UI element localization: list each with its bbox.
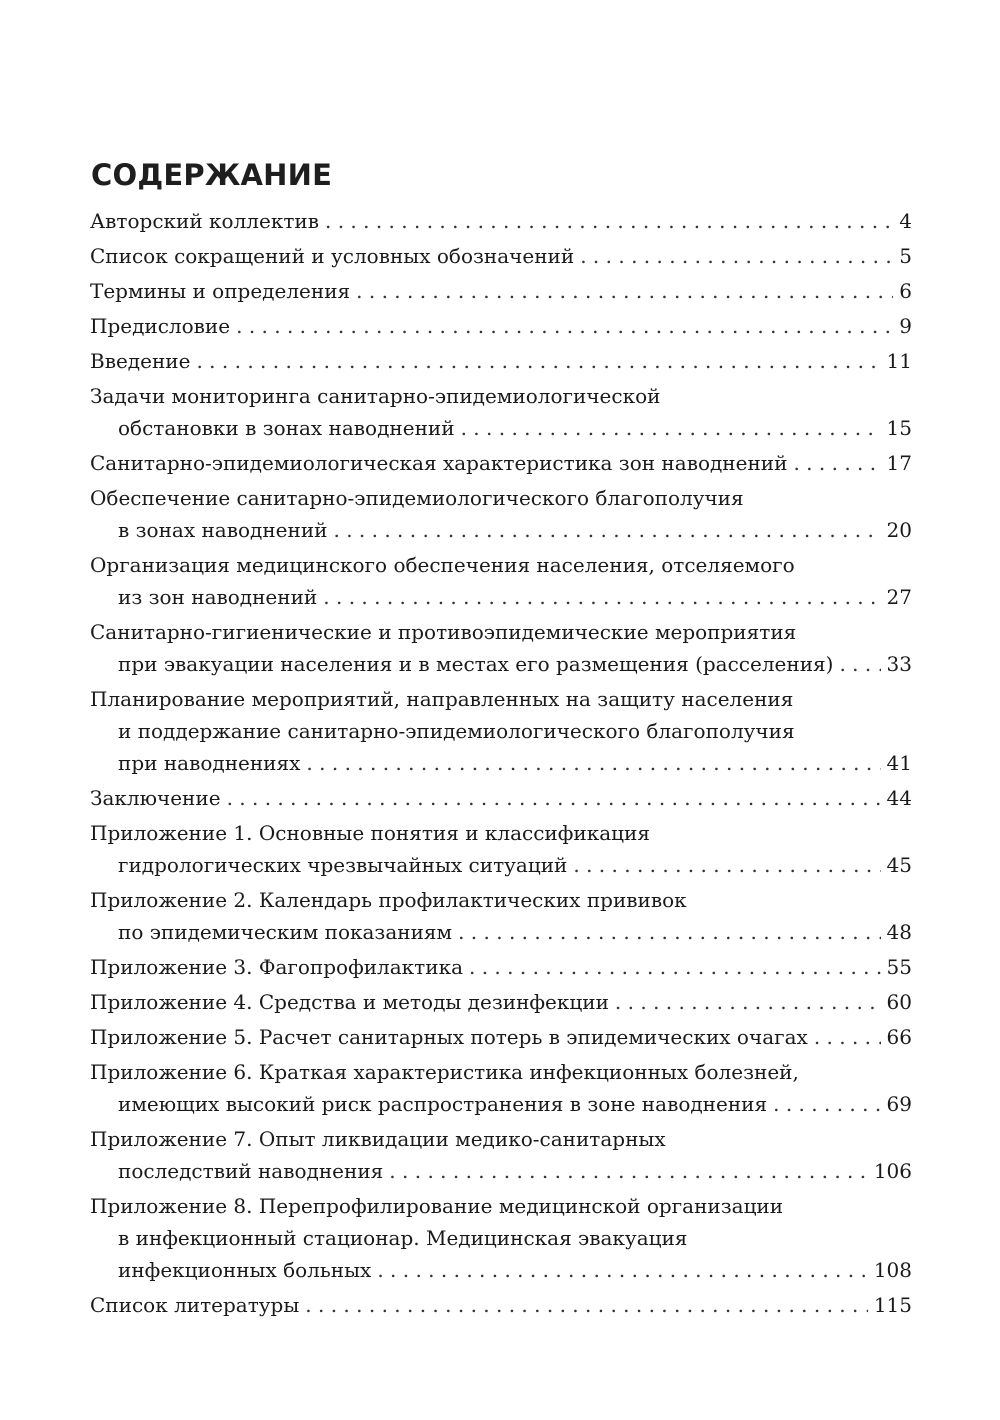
dot-leader (773, 1088, 880, 1120)
toc-entry-line (90, 1056, 912, 1088)
toc-page-number: 108 (873, 1258, 912, 1282)
toc-entry-title: Термины и определения (90, 279, 351, 303)
dot-leader (305, 1289, 868, 1321)
toc-entry-title: гидрологических чрезвычайных ситуаций (118, 853, 568, 877)
dot-leader (227, 782, 881, 814)
dot-leader (333, 514, 880, 546)
toc-entry-title: Список сокращений и условных обозначений (90, 244, 575, 268)
toc-entry-line (90, 1222, 912, 1254)
toc-entry-line (90, 380, 912, 412)
toc-entry-last-line (90, 916, 912, 948)
dot-leader (306, 747, 880, 779)
toc-entry (90, 817, 912, 881)
toc-entry-last-line (90, 951, 912, 983)
toc-page-number: 55 (886, 955, 912, 979)
toc-entry (90, 951, 912, 983)
toc-page-number: 33 (886, 652, 912, 676)
toc-entry-last-line (90, 1254, 912, 1286)
toc-entry-last-line (90, 782, 912, 814)
toc-entry-title: Введение (90, 349, 191, 373)
toc-entry-title: Санитарно-эпидемиологическая характеристика зон наводнений (90, 451, 788, 475)
toc-entry-last-line (90, 275, 912, 307)
toc-entry-line (90, 549, 912, 581)
toc-entry-last-line (90, 514, 912, 546)
toc-entry-last-line (90, 1289, 912, 1321)
toc-page-number: 115 (873, 1293, 912, 1317)
toc-entry (90, 1021, 912, 1053)
toc-entry-last-line (90, 581, 912, 613)
toc-page-number: 41 (886, 751, 912, 775)
toc-entry (90, 447, 912, 479)
toc-page-number: 48 (886, 920, 912, 944)
dot-leader (236, 310, 893, 342)
toc-page-number: 9 (899, 314, 912, 338)
toc-entry (90, 275, 912, 307)
toc-page-number: 60 (886, 990, 912, 1014)
toc-entry (90, 1123, 912, 1187)
toc-entry (90, 380, 912, 444)
toc-entry (90, 782, 912, 814)
toc-page-number: 5 (899, 244, 912, 268)
toc-entry (90, 205, 912, 237)
toc-entry-title: Список литературы (90, 1293, 300, 1317)
dot-leader (793, 447, 880, 479)
toc-entry (90, 884, 912, 948)
toc-entry-title: Приложение 5. Расчет санитарных потерь в эпидемических очагах (90, 1025, 808, 1049)
toc-entry-title: инфекционных больных (118, 1258, 372, 1282)
toc-entry (90, 683, 912, 779)
toc-entry-line (90, 683, 912, 715)
toc-entry-title: Приложение 3. Фагопрофилактика (90, 955, 463, 979)
toc-entry-title: и поддержание санитарно-эпидемиологического благополучия (118, 719, 795, 743)
toc-entry-last-line (90, 747, 912, 779)
toc-entry-last-line (90, 205, 912, 237)
toc-entry (90, 482, 912, 546)
toc-entry-title: при эвакуации населения и в местах его размещения (расселения) (118, 652, 834, 676)
toc-page-number: 17 (886, 451, 912, 475)
toc-entry (90, 240, 912, 272)
toc-entry-title: в инфекционный стационар. Медицинская эвакуация (118, 1226, 688, 1250)
toc-page-number: 44 (886, 786, 912, 810)
dot-leader (814, 1021, 881, 1053)
toc-entry-title: Авторский коллектив (90, 209, 319, 233)
toc-title: СОДЕРЖАНИЕ (91, 158, 333, 192)
toc-page-number: 27 (886, 585, 912, 609)
toc-entry (90, 549, 912, 613)
toc-entry-title: Задачи мониторинга санитарно-эпидемиологической (90, 384, 661, 408)
toc-entry-title: Приложение 7. Опыт ликвидации медико-санитарных (90, 1127, 666, 1151)
toc-page-number: 11 (886, 349, 912, 373)
toc-entry-title: обстановки в зонах наводнений (118, 416, 455, 440)
dot-leader (839, 648, 880, 680)
toc-entry-last-line (90, 1155, 912, 1187)
dot-leader (461, 412, 881, 444)
toc-entry-line (90, 1190, 912, 1222)
toc-entry-title: Приложение 8. Перепрофилирование медицинской организации (90, 1194, 784, 1218)
toc-entry-last-line (90, 310, 912, 342)
toc-entry-title: в зонах наводнений (118, 518, 328, 542)
toc-entry (90, 986, 912, 1018)
toc-entry-last-line (90, 849, 912, 881)
toc-entry-title: Заключение (90, 786, 221, 810)
toc-entry-title: из зон наводнений (118, 585, 318, 609)
dot-leader (325, 205, 893, 237)
dot-leader (573, 849, 880, 881)
toc-entry-last-line (90, 240, 912, 272)
toc-entry-title: Предисловие (90, 314, 231, 338)
dot-leader (323, 581, 880, 613)
toc-page-number: 106 (873, 1159, 912, 1183)
toc-page-number: 45 (886, 853, 912, 877)
toc-entry-title: по эпидемическим показаниям (118, 920, 453, 944)
toc-entry-line (90, 1123, 912, 1155)
toc-entry (90, 1190, 912, 1286)
toc-entry-line (90, 715, 912, 747)
dot-leader (377, 1254, 868, 1286)
toc-entry-last-line (90, 1021, 912, 1053)
toc-entry (90, 310, 912, 342)
table-of-contents (90, 205, 912, 1321)
toc-entry-last-line (90, 345, 912, 377)
toc-entry-title: Планирование мероприятий, направленных на защиту населения (90, 687, 794, 711)
toc-entry-title: при наводнениях (118, 751, 301, 775)
toc-entry-line (90, 884, 912, 916)
toc-entry (90, 345, 912, 377)
toc-entry-line (90, 482, 912, 514)
toc-entry-title: Приложение 4. Средства и методы дезинфекции (90, 990, 609, 1014)
dot-leader (389, 1155, 868, 1187)
toc-entry-last-line (90, 447, 912, 479)
toc-entry-line (90, 616, 912, 648)
toc-entry (90, 616, 912, 680)
toc-page-number: 66 (886, 1025, 912, 1049)
toc-page-number: 6 (899, 279, 912, 303)
toc-entry-title: Приложение 6. Краткая характеристика инфекционных болезней, (90, 1060, 799, 1084)
toc-entry-title: Санитарно-гигиенические и противоэпидемические мероприятия (90, 620, 797, 644)
toc-page-number: 69 (886, 1092, 912, 1116)
toc-entry-last-line (90, 1088, 912, 1120)
toc-entry-last-line (90, 412, 912, 444)
toc-entry-title: Приложение 2. Календарь профилактических прививок (90, 888, 687, 912)
dot-leader (196, 345, 880, 377)
toc-page-number: 15 (886, 416, 912, 440)
toc-entry-title: имеющих высокий риск распространения в зоне наводнения (118, 1092, 768, 1116)
dot-leader (615, 986, 881, 1018)
toc-page-number: 4 (899, 209, 912, 233)
toc-entry-line (90, 817, 912, 849)
dot-leader (356, 275, 893, 307)
toc-page-number: 20 (886, 518, 912, 542)
toc-entry (90, 1056, 912, 1120)
toc-entry-last-line (90, 648, 912, 680)
toc-entry-title: последствий наводнения (118, 1159, 384, 1183)
dot-leader (580, 240, 893, 272)
toc-entry-title: Обеспечение санитарно-эпидемиологического благополучия (90, 486, 744, 510)
dot-leader (458, 916, 880, 948)
toc-entry-last-line (90, 986, 912, 1018)
toc-entry (90, 1289, 912, 1321)
toc-entry-title: Приложение 1. Основные понятия и классификация (90, 821, 650, 845)
toc-entry-title: Организация медицинского обеспечения населения, отселяемого (90, 553, 795, 577)
dot-leader (469, 951, 881, 983)
